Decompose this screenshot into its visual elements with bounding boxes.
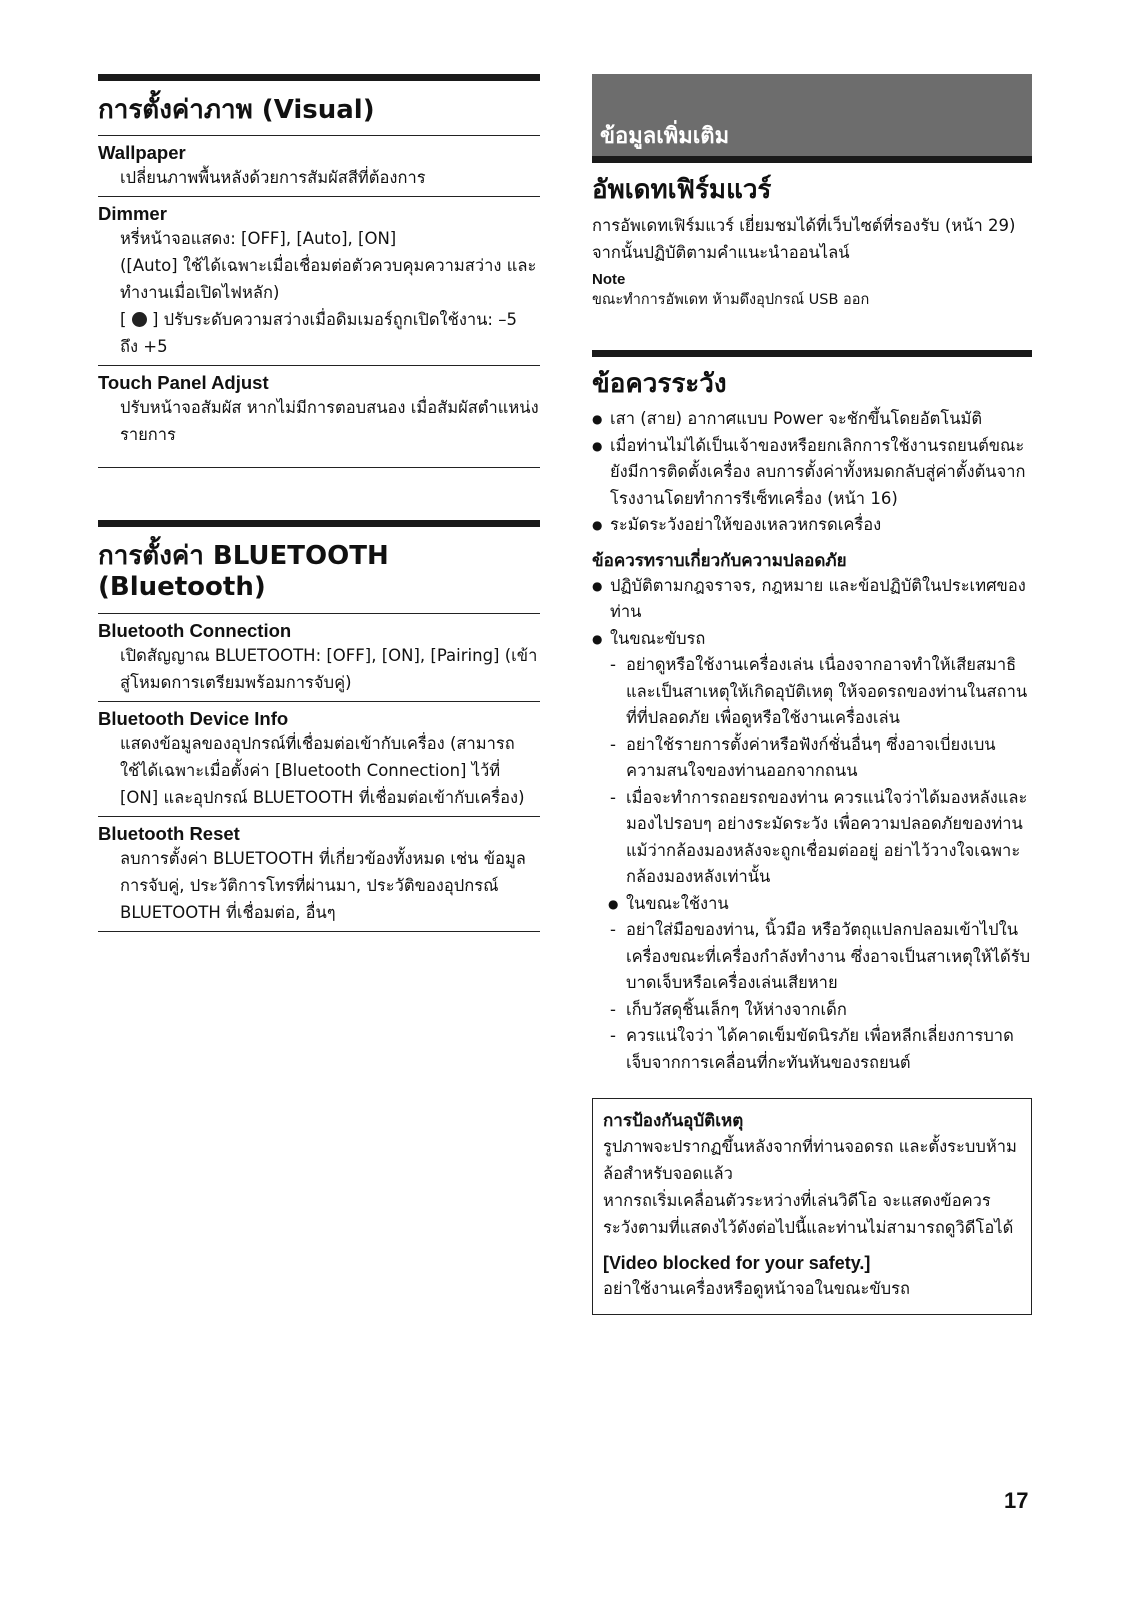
firmware-body: การอัพเดทเฟิร์มแวร์ เยี่ยมชมได้ที่เว็บไซต์ที่รองรับ (หน้า 29) จากนั้นปฏิบัติตามคำแนะนำออนไลน์ xyxy=(592,216,1016,263)
safety-bullet: ● ในขณะขับรถ xyxy=(592,626,1032,653)
page-number: 17 xyxy=(1004,1488,1029,1513)
divider xyxy=(98,701,540,702)
divider xyxy=(98,613,540,614)
visual-section-title: การตั้งค่าภาพ (Visual) xyxy=(98,95,375,125)
divider xyxy=(98,931,540,932)
divider xyxy=(98,816,540,817)
precaution-bullet: ● เมื่อท่านไม่ได้เป็นเจ้าของหรือยกเลิกการใช้งานรถยนต์ขณะยังมีการติดตั้งเครื่อง ลบการตั้งค่าทั้งหมดกลับสู่ค่าตั้งต้นจากโรงงานโดยทำการรีเซ็ทเครื่อง (หน้า 16) xyxy=(592,433,1032,513)
precaution-bullet: ● เสา (สาย) อากาศแบบ Power จะชักขึ้นโดยอัตโนมัติ xyxy=(592,406,1032,433)
bt-device-info-title: Bluetooth Device Info xyxy=(98,707,289,729)
section-rule xyxy=(98,74,540,81)
dimmer-title: Dimmer xyxy=(98,203,167,225)
accident-box-p2: หากรถเริ่มเคลื่อนตัวระหว่างที่เล่นวิดีโอ จะแสดงข้อควรระวังตามที่แสดงไว้ดังต่อไปนี้และท่านไม่สามารถดูวิดีโอได้ xyxy=(603,1191,1014,1238)
divider xyxy=(98,196,540,197)
bt-connection-title: Bluetooth Connection xyxy=(98,619,292,641)
section-rule xyxy=(98,520,540,527)
dimmer-line1: หรี่หน้าจอแสดง: [OFF], [Auto], [ON] xyxy=(120,229,397,249)
dimmer-line3-rest: ] ปรับระดับความสว่างเมื่อดิมเมอร์ถูกเปิดใช้งาน: –5 ถึง +5 xyxy=(120,310,517,357)
operating-item: - ควรแน่ใจว่า ได้คาดเข็มขัดนิรภัย เพื่อหลีกเลี่ยงการบาดเจ็บจากการเคลื่อนที่กะทันหันของรถยนต์ xyxy=(592,1023,1032,1076)
precautions-title: ข้อควรระวัง xyxy=(592,369,727,400)
dimmer-body xyxy=(98,225,540,360)
note-text: ขณะทำการอัพเดท ห้ามดึงอุปกรณ์ USB ออก xyxy=(592,292,870,309)
additional-info-banner: ข้อมูลเพิ่มเติม xyxy=(592,74,1032,156)
driving-item: - อย่าดูหรือใช้งานเครื่องเล่น เนื่องจากอาจทำให้เสียสมาธิ และเป็นสาเหตุให้เกิดอุบัติเหตุ ให้จอดรถของท่านในสถานที่ที่ปลอดภัย เพื่อดูหรือใช้งานเครื่องเล่น xyxy=(592,652,1032,732)
dimmer-line3 xyxy=(120,306,540,360)
bt-connection-body: เปิดสัญญาณ BLUETOOTH: [OFF], [ON], [Pairing] (เข้าสู่โหมดการเตรียมพร้อมการจับคู่) xyxy=(120,645,538,692)
touch-panel-body: ปรับหน้าจอสัมผัส หากไม่มีการตอบสนอง เมื่อสัมผัสตำแหน่งรายการ xyxy=(120,398,539,445)
bluetooth-section-title: การตั้งค่า BLUETOOTH (Bluetooth) xyxy=(98,541,389,603)
accident-box-title: การป้องกันอุบัติเหตุ xyxy=(603,1111,744,1132)
firmware-title: อัพเดทเฟิร์มแวร์ xyxy=(592,175,772,205)
wallpaper-title: Wallpaper xyxy=(98,142,186,164)
dimmer-line3-prefix: [ xyxy=(120,310,127,330)
safety-bullet: ● ปฏิบัติตามกฎจราจร, กฎหมาย และข้อปฏิบัติในประเทศของท่าน xyxy=(592,573,1032,626)
left-column xyxy=(98,74,540,932)
divider xyxy=(98,135,540,136)
note-label: Note xyxy=(592,271,626,289)
divider xyxy=(98,365,540,366)
accident-box-p1: รูปภาพจะปรากฏขึ้นหลังจากที่ท่านจอดรถ และตั้งระบบห้ามล้อสำหรับจอดแล้ว xyxy=(603,1137,1017,1184)
section-rule xyxy=(592,156,1032,163)
video-blocked-message: [Video blocked for your safety.] xyxy=(603,1253,871,1274)
operating-item: - อย่าใส่มือของท่าน, นิ้วมือ หรือวัตถุแปลกปลอมเข้าไปในเครื่องขณะที่เครื่องกำลังทำงาน ซึ่งอาจเป็นสาเหตุให้ได้รับบาดเจ็บหรือเครื่องเล่นเสียหาย xyxy=(592,917,1032,997)
operating-item: - เก็บวัสดุชิ้นเล็กๆ ให้ห่างจากเด็ก xyxy=(592,997,1032,1024)
safety-title: ข้อควรทราบเกี่ยวกับความปลอดภัย xyxy=(592,550,847,571)
section-rule xyxy=(592,350,1032,357)
wallpaper-body: เปลี่ยนภาพพื้นหลังด้วยการสัมผัสสีที่ต้องการ xyxy=(120,168,426,188)
driving-item: - เมื่อจะทำการถอยรถของท่าน ควรแน่ใจว่าได้มองหลังและมองไปรอบๆ อย่างระมัดระวัง เพื่อความปลอดภัยของท่าน แม้ว่ากล้องมองหลังจะถูกเชื่อมต่ออยู่ อย่าไว้วางใจเฉพาะกล้องมองหลังเท่านั้น xyxy=(592,785,1032,891)
accident-prevention-box xyxy=(592,1098,1032,1315)
bt-reset-title: Bluetooth Reset xyxy=(98,822,240,844)
touch-panel-title: Touch Panel Adjust xyxy=(98,372,269,394)
right-column xyxy=(592,74,1032,1315)
wrench-icon xyxy=(132,312,147,327)
bt-device-info-body: แสดงข้อมูลของอุปกรณ์ที่เชื่อมต่อเข้ากับเครื่อง (สามารถใช้ได้เฉพาะเมื่อตั้งค่า [Bluetooth Connection] ไว้ที่ [ON] และอุปกรณ์ BLUETOOTH ที่เชื่อมต่อเข้ากับเครื่อง) xyxy=(120,733,525,807)
safety-bullet: ● ในขณะใช้งาน xyxy=(592,891,1032,918)
precaution-bullet: ● ระมัดระวังอย่าให้ของเหลวหกรดเครื่อง xyxy=(592,512,1032,539)
driving-item: - อย่าใช้รายการตั้งค่าหรือฟังก์ชั่นอื่นๆ ซึ่งอาจเบี่ยงเบนความสนใจของท่านออกจากถนน xyxy=(592,732,1032,785)
bt-reset-body: ลบการตั้งค่า BLUETOOTH ที่เกี่ยวข้องทั้งหมด เช่น ข้อมูลการจับคู่, ประวัติการโทรที่ผ่านมา, ประวัติของอุปกรณ์ BLUETOOTH ที่เชื่อมต่อ, อื่นๆ xyxy=(120,848,526,922)
dimmer-line2: ([Auto] ใช้ได้เฉพาะเมื่อเชื่อมต่อตัวควบคุมความสว่าง และทำงานเมื่อเปิดไฟหลัก) xyxy=(120,256,537,303)
accident-box-p3: อย่าใช้งานเครื่องหรือดูหน้าจอในขณะขับรถ xyxy=(603,1279,910,1299)
